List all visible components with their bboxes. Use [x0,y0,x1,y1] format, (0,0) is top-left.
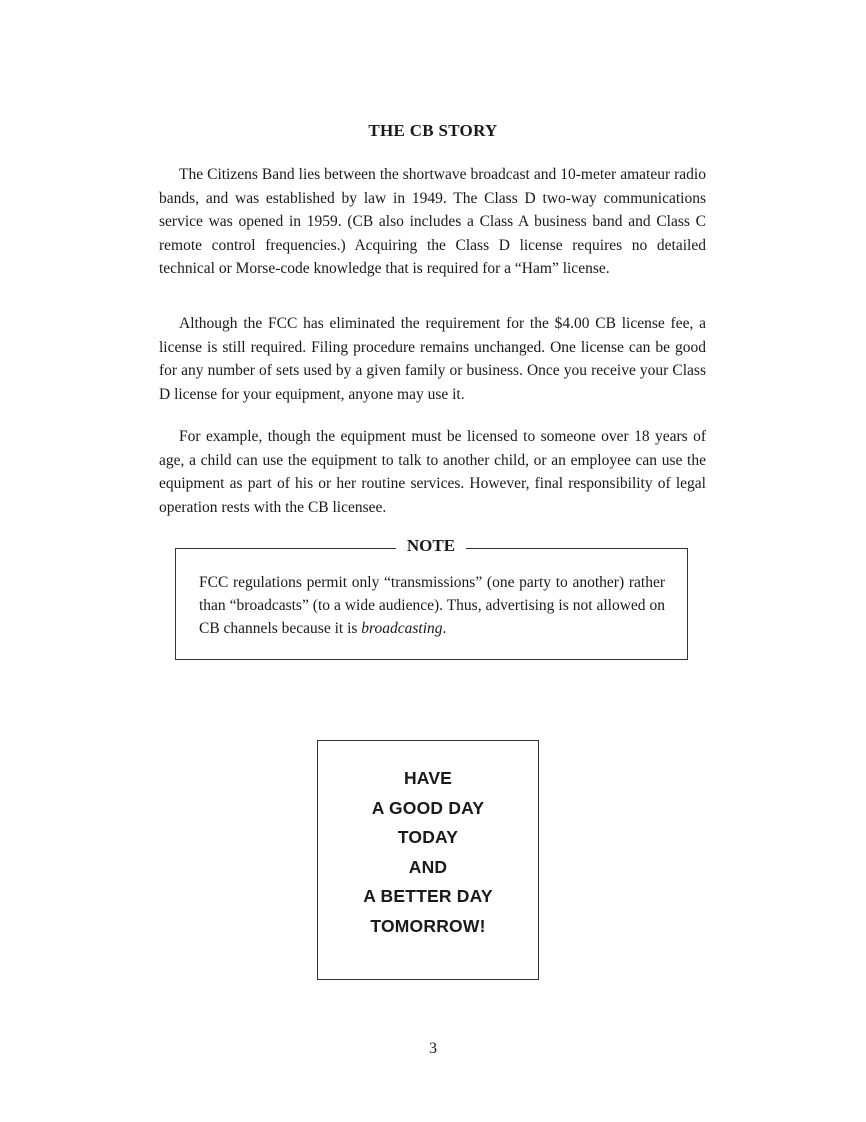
paragraph-citizens-band: The Citizens Band lies between the shortwave broadcast and 10-meter amateur radio bands, and was established by law in 1949. The Class D two-way communications service was opened in 1959. (CB also includes a Class A business band and Class C remote control frequencies.) Acquiring the Class D license requires no detailed technical or Morse-code knowledge that is required for a “Ham” license. [159,166,706,277]
note-label: NOTE [406,536,456,555]
greeting-line: TOMORROW! [370,915,486,936]
note-text [199,571,665,640]
greeting-line: TODAY [397,827,459,848]
note-text-main: FCC regulations permit only “transmissions” (one party to another) rather than “broadcasts” (to a wide audience). Thus, advertising is not allowed on CB channels because it is [199,574,665,637]
greeting-line: A GOOD DAY [371,797,485,818]
greeting-line: A BETTER DAY [363,886,493,907]
note-text-emphasis: broadcasting [361,620,443,637]
paragraph-license-fee: Although the FCC has eliminated the requirement for the $4.00 CB license fee, a license is still required. Filing procedure remains unchanged. One license can be good for any number of sets used by a given family or business. Once you receive your Class D license for your equipment, anyone may use it. [159,315,706,403]
note-divider-left [175,548,396,549]
paragraph-example: For example, though the equipment must be licensed to someone over 18 years of age, a child can use the equipment to talk to another child, or an employee can use the equipment as part of his or her routine services. However, final responsibility of legal operation rests with the CB licensee. [159,428,706,516]
note-divider-right [466,548,688,549]
greeting-line: AND [408,856,448,877]
greeting-message [317,764,539,942]
note-text-end: . [442,620,447,637]
page-title: THE CB STORY [368,121,498,140]
greeting-line: HAVE [403,768,453,788]
page-number: 3 [429,1040,437,1057]
